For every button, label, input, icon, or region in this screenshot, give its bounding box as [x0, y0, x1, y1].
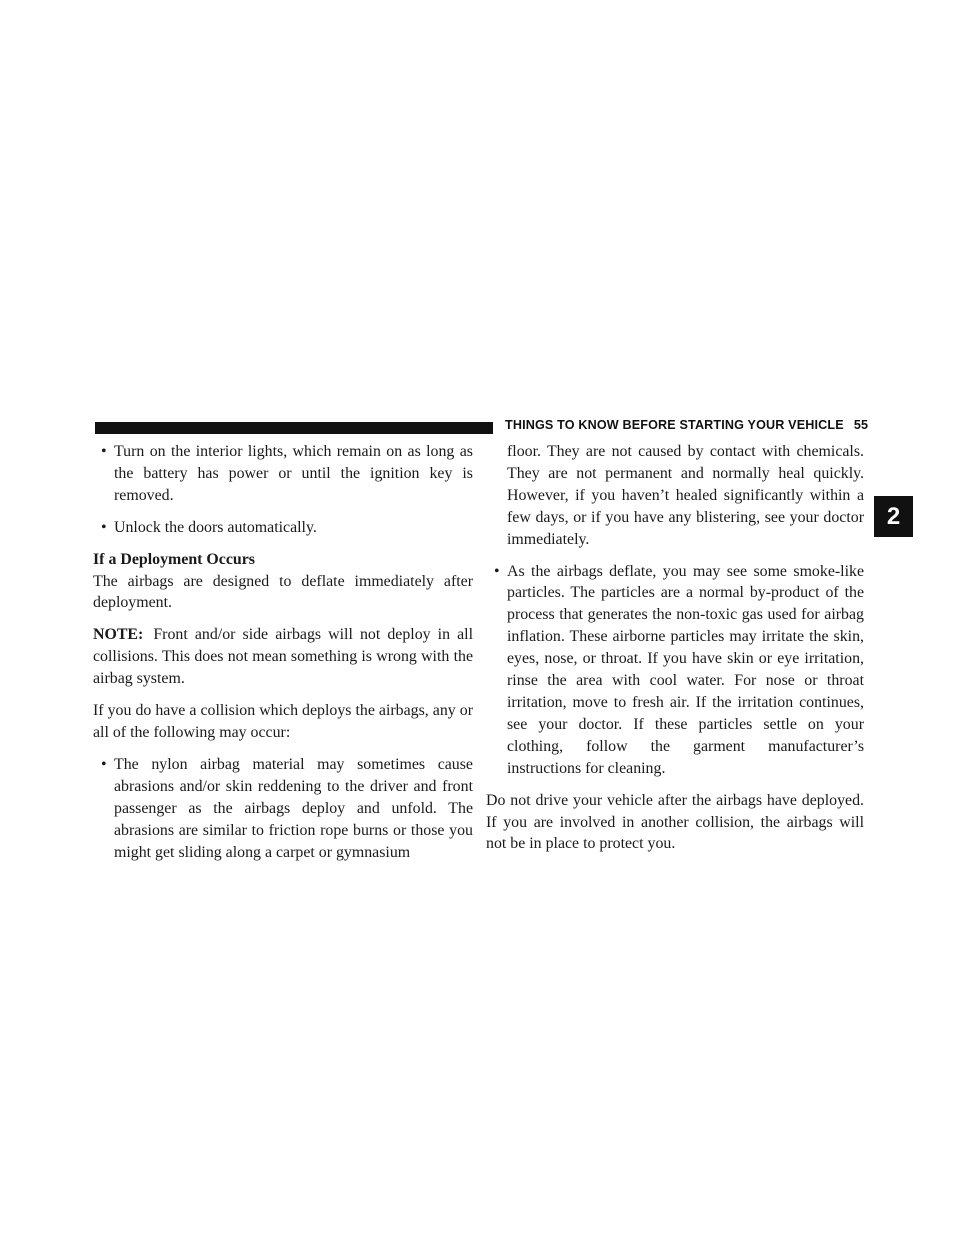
paragraph: Do not drive your vehicle after the airbags have deployed. If you are involved in another collision, the airbags will not be in place to protect you. [486, 791, 864, 853]
section-heading: If a Deployment Occurs [93, 550, 255, 568]
header-rule [95, 422, 493, 434]
page-number: 55 [853, 418, 869, 432]
bullet-glyph: • [494, 562, 500, 580]
right-column [486, 441, 864, 865]
paragraph: The airbags are designed to deflate immediately after deployment. [93, 572, 473, 612]
paragraph: If you do have a collision which deploys the airbags, any or all of the following may occur: [93, 702, 473, 741]
list-item-text: The nylon airbag material may sometimes cause abrasions and/or skin reddening to the driver and front passenger as the airbags deploy and unfold. The abrasions are similar to friction rope burns or those you might get sliding along a carpet or gymnasium [114, 755, 473, 861]
chapter-tab: 2 [874, 496, 913, 537]
note-label: NOTE: [93, 626, 144, 644]
bullet-glyph: • [101, 518, 107, 536]
list-item [93, 441, 473, 507]
list-item [93, 754, 473, 864]
bullet-glyph: • [101, 443, 107, 460]
list-item-continued: floor. They are not caused by contact with chemicals. They are not permanent and normally heal quickly. However, if you haven’t healed significantly within a few days, or if you have any blistering, see your doctor immediately. [507, 443, 864, 548]
list-item [486, 561, 864, 780]
left-column [93, 441, 473, 873]
list-item-text: Turn on the interior lights, which remain on as long as the battery has power or until the ignition key is removed. [114, 443, 473, 504]
list-item-text: Unlock the doors automatically. [114, 518, 317, 536]
running-header-title: THINGS TO KNOW BEFORE STARTING YOUR VEHICLE [505, 418, 844, 432]
note-paragraph [93, 624, 473, 690]
running-header [505, 418, 868, 432]
list-item [93, 517, 473, 539]
list-item-text: As the airbags deflate, you may see some smoke-like particles. The particles are a normal by-product of the process that generates the non-toxic gas used for airbag inflation. These airborne particles may irritate the skin, eyes, nose, or throat. If you have skin or eye irritation, rinse the area with cool water. For nose or throat irritation, move to fresh air. If the irritation continues, see your doctor. If these particles settle on your clothing, follow the garment manufacturer’s instructions for cleaning. [507, 562, 864, 777]
bullet-glyph: • [101, 755, 107, 773]
note-text: Front and/or side airbags will not deploy in all collisions. This does not mean something is wrong with the airbag system. [93, 626, 473, 688]
